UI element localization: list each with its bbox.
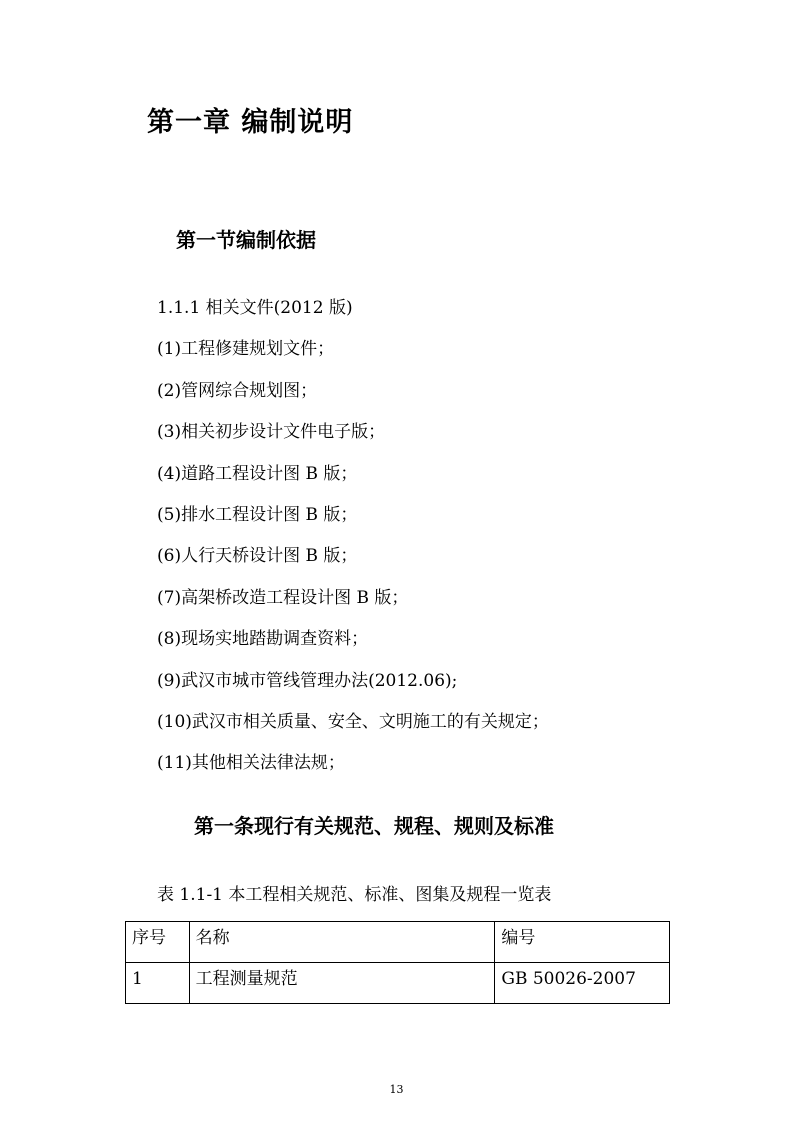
basis-item: (5)排水工程设计图 B 版； [157,504,358,525]
cell-no: 1 [126,963,190,1004]
basis-item: (10)武汉市相关质量、安全、文明施工的有关规定； [157,711,549,732]
basis-heading: 1.1.1 相关文件(2012 版) [157,298,353,318]
table-header-row [126,922,670,963]
basis-item: (4)道路工程设计图 B 版； [157,463,358,484]
basis-item: (6)人行天桥设计图 B 版； [157,546,358,567]
chapter-title: 第一章 编制说明 [147,107,354,138]
table-row [126,963,670,1004]
cell-name: 工程测量规范 [189,963,495,1004]
standards-table [125,921,670,1004]
table-caption: 表 1.1-1 本工程相关规范、标准、图集及规程一览表 [157,885,552,905]
header-code: 编号 [495,922,670,963]
basis-item: (8)现场实地踏勘调查资料； [157,629,369,650]
header-no: 序号 [126,922,190,963]
basis-item: (2)管网综合规划图； [157,380,318,401]
page-number: 13 [389,1083,404,1096]
article-title: 第一条现行有关规范、规程、规则及标准 [194,814,554,838]
basis-item: (11)其他相关法律法规； [157,753,345,774]
basis-item: (7)高架桥改造工程设计图 B 版； [157,587,409,608]
cell-code: GB 50026-2007 [495,963,670,1004]
section-title: 第一节编制依据 [176,228,316,252]
basis-list [157,292,549,789]
header-name: 名称 [189,922,495,963]
basis-item: (3)相关初步设计文件电子版； [157,422,386,443]
basis-item: (1)工程修建规划文件； [157,339,335,360]
basis-item: (9)武汉市城市管线管理办法(2012.06); [157,670,458,691]
